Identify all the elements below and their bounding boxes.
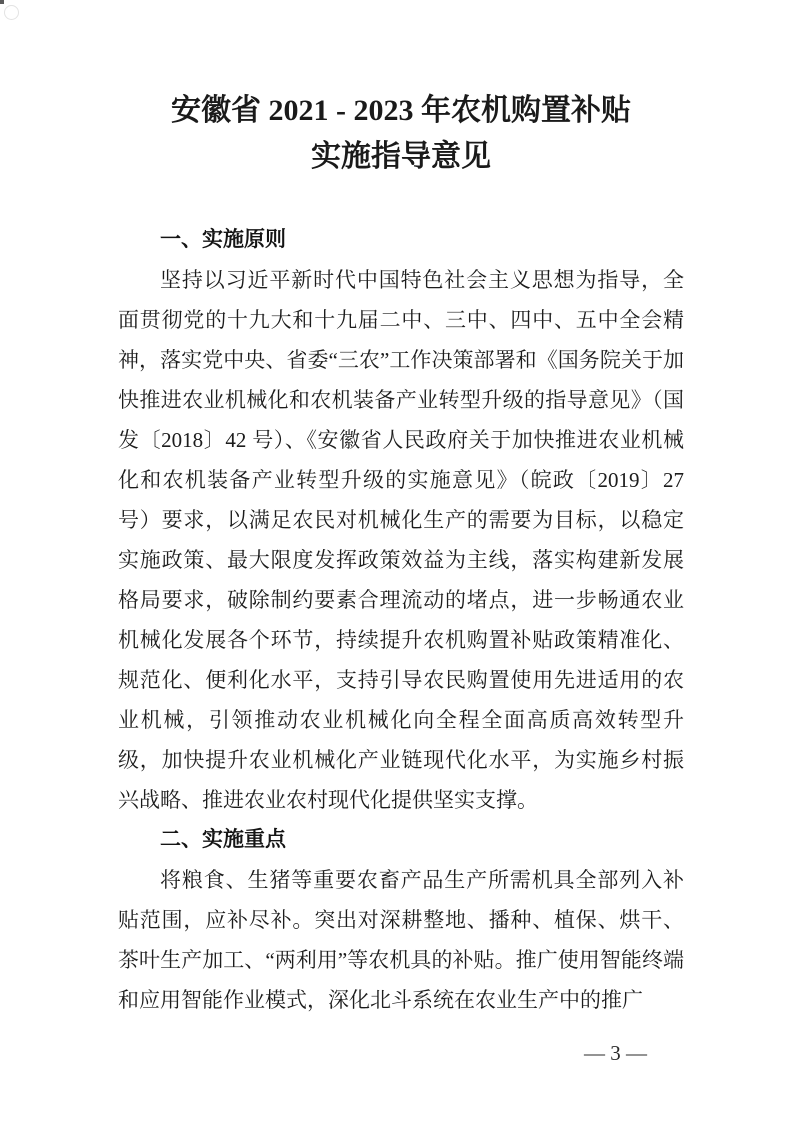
document-title	[118, 88, 684, 180]
scan-artifact-dot	[0, 0, 4, 4]
section-1-heading: 一、实施原则	[160, 228, 286, 251]
document-body	[118, 220, 684, 1020]
section-1-paragraph-1: 坚持以习近平新时代中国特色社会主义思想为指导，全面贯彻党的十九大和十九届二中、三中、四中、五中全会精神，落实党中央、省委“三农”工作决策部署和《国务院关于加快推进农业机械化和农机装备产业转型升级的指导意见》（国发〔2018〕42 号）、《安徽省人民政府关于加快推进农业机械化和农机装备产业转型升级的实施意见》（皖政〔2019〕27 号）要求，以满足农民对机械化生产的需要为目标，以稳定实施政策、最大限度发挥政策效益为主线，落实构建新发展格局要求，破除制约要素合理流动的堵点，进一步畅通农业机械化发展各个环节，持续提升农机购置补贴政策精准化、规范化、便利化水平，支持引导农民购置使用先进适用的农业机械，引领推动农业机械化向全程全面高质高效转型升级，加快提升农业机械化产业链现代化水平，为实施乡村振兴战略、推进农业农村现代化提供坚实支撑。	[118, 268, 684, 812]
document-title-line2: 实施指导意见	[311, 140, 491, 173]
section-2-paragraph-1: 将粮食、生猪等重要农畜产品生产所需机具全部列入补贴范围，应补尽补。突出对深耕整地、播种、植保、烘干、茶叶生产加工、“两利用”等农机具的补贴。推广使用智能终端和应用智能作业模式，深化北斗系统在农业生产中的推广	[118, 868, 684, 1012]
section-2-heading: 二、实施重点	[160, 828, 286, 851]
scan-artifact-smudge	[4, 5, 19, 20]
page-number: — 3 —	[584, 1041, 647, 1065]
document-title-line1: 安徽省 2021 - 2023 年农机购置补贴	[171, 94, 631, 127]
